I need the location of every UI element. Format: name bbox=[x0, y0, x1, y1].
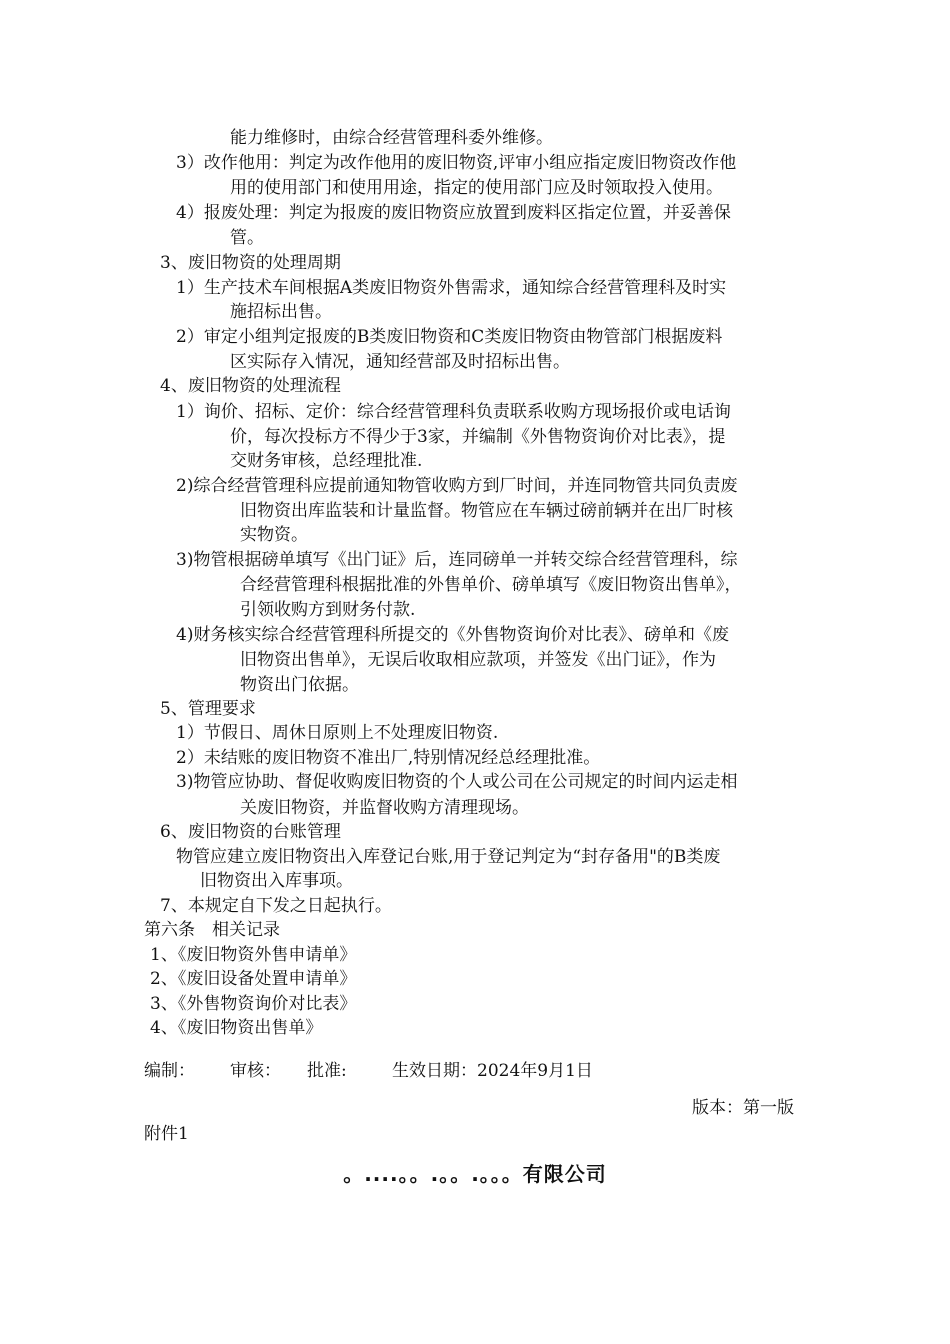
record-list-item: 3、《外售物资询价对比表》 bbox=[150, 994, 357, 1014]
record-list-item: 2、《废旧设备处置申请单》 bbox=[150, 969, 357, 989]
paragraph-line: 合经营管理科根据批准的外售单价、磅单填写《废旧物资出售单》， bbox=[240, 575, 742, 595]
company-name: 。....。。.。。.。。。有限公司 bbox=[343, 1162, 607, 1186]
list-item-line: 2)综合经营管理科应提前通知物管收购方到厂时间，并连同物管共同负责废 bbox=[176, 476, 738, 496]
section-heading: 6、废旧物资的台账管理 bbox=[160, 822, 341, 842]
paragraph-line: 物资出门依据。 bbox=[240, 675, 359, 695]
record-list-item: 4、《废旧物资出售单》 bbox=[150, 1018, 323, 1038]
paragraph-line: 能力维修时，由综合经营管理科委外维修。 bbox=[230, 128, 553, 148]
paragraph-line: 交财务审核，总经理批准. bbox=[230, 451, 423, 471]
paragraph-line: 用的使用部门和使用用途，指定的使用部门应及时领取投入使用。 bbox=[230, 178, 723, 198]
list-item-line: 2）审定小组判定报废的B类废旧物资和C类废旧物资由物管部门根据废料 bbox=[176, 327, 723, 347]
section-heading: 3、废旧物资的处理周期 bbox=[160, 253, 341, 273]
list-item-line: 1）生产技术车间根据A类废旧物资外售需求，通知综合经营管理科及时实 bbox=[176, 278, 727, 298]
list-item-line: 3）改作他用：判定为改作他用的废旧物资,评审小组应指定废旧物资改作他 bbox=[176, 153, 737, 173]
article-heading: 第六条 相关记录 bbox=[144, 920, 280, 940]
section-heading: 4、废旧物资的处理流程 bbox=[160, 376, 341, 396]
paragraph-line: 区实际存入情况，通知经营部及时招标出售。 bbox=[230, 352, 570, 372]
review-label: 审核： bbox=[230, 1061, 281, 1081]
list-item-line: 3)物管根据磅单填写《出门证》后，连同磅单一并转交综合经营管理科，综 bbox=[176, 550, 738, 570]
list-item-line: 2）未结账的废旧物资不准出厂,特别情况经总经理批准。 bbox=[176, 748, 601, 768]
effective-date: 生效日期：2024年9月1日 bbox=[392, 1061, 593, 1081]
paragraph-line: 旧物资出售单》，无误后收取相应款项，并签发《出门证》，作为 bbox=[240, 650, 716, 670]
list-item-line: 4）报废处理：判定为报废的废旧物资应放置到废料区指定位置，并妥善保 bbox=[176, 203, 731, 223]
paragraph-line: 关废旧物资，并监督收购方清理现场。 bbox=[240, 798, 529, 818]
list-item-line: 4)财务核实综合经营管理科所提交的《外售物资询价对比表》、磅单和《废 bbox=[176, 625, 729, 645]
paragraph-line: 旧物资出库监装和计量监督。物管应在车辆过磅前辆并在出厂时核 bbox=[240, 501, 733, 521]
paragraph-line: 物管应建立废旧物资出入库登记台账,用于登记判定为“封存备用"的B类废 bbox=[176, 847, 721, 867]
paragraph-line: 引领收购方到财务付款. bbox=[240, 600, 416, 620]
list-item-line: 3)物管应协助、督促收购废旧物资的个人或公司在公司规定的时间内运走相 bbox=[176, 772, 738, 792]
paragraph-line: 价，每次投标方不得少于3家，并编制《外售物资询价对比表》，提 bbox=[230, 427, 726, 447]
list-item-line: 1）节假日、周休日原则上不处理废旧物资. bbox=[176, 723, 499, 743]
paragraph-line: 旧物资出入库事项。 bbox=[200, 871, 353, 891]
section-heading: 5、管理要求 bbox=[160, 699, 256, 719]
paragraph-line: 施招标出售。 bbox=[230, 302, 332, 322]
approve-label: 批准: bbox=[307, 1061, 347, 1081]
paragraph-line: 实物资。 bbox=[240, 525, 308, 545]
compile-label: 编制： bbox=[144, 1061, 195, 1081]
paragraph-line: 管。 bbox=[230, 228, 264, 248]
section-heading: 7、本规定自下发之日起执行。 bbox=[160, 896, 392, 916]
list-item-line: 1）询价、招标、定价：综合经营管理科负责联系收购方现场报价或电话询 bbox=[176, 402, 731, 422]
attachment-label: 附件1 bbox=[144, 1124, 189, 1144]
record-list-item: 1、《废旧物资外售申请单》 bbox=[150, 945, 357, 965]
version-label: 版本：第一版 bbox=[692, 1098, 794, 1118]
